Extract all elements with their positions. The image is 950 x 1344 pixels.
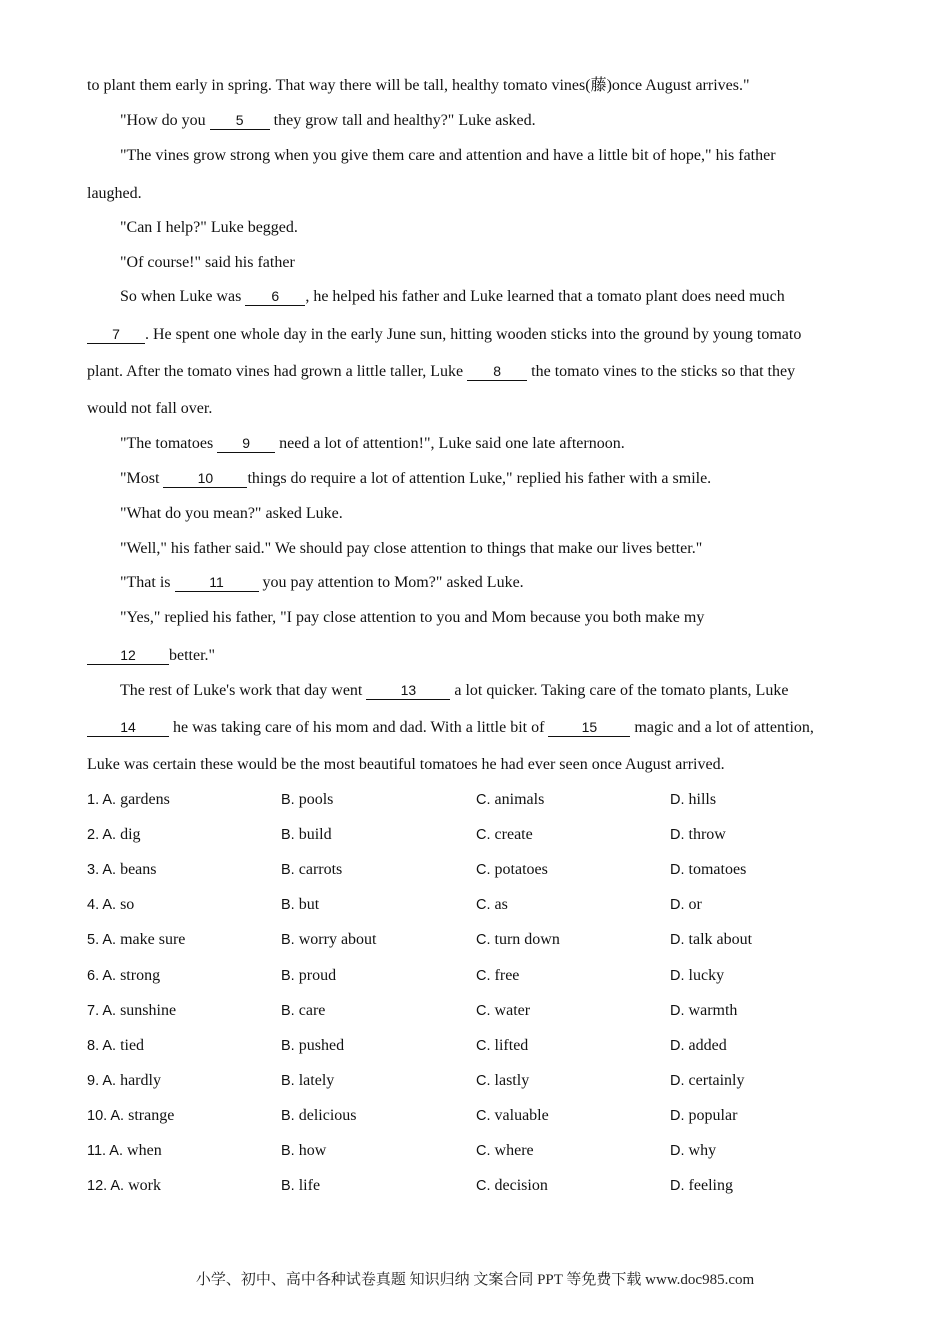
option-b[interactable] — [281, 1106, 357, 1126]
option-text: make sure — [120, 931, 186, 949]
passage-line-17 — [87, 646, 877, 666]
option-text: delicious — [298, 1106, 357, 1124]
option-label: D. — [670, 1037, 689, 1054]
option-label: B. — [281, 792, 299, 808]
option-row — [87, 1106, 867, 1126]
blank-15[interactable]: 15 — [548, 718, 630, 737]
text-segment: things do require a lot of attention Luke," replied his father with a smile. — [247, 470, 712, 487]
option-a[interactable] — [87, 860, 157, 880]
option-c[interactable] — [476, 1141, 534, 1161]
option-text: feeling — [688, 1177, 733, 1195]
passage-line-12 — [120, 469, 910, 489]
option-text: hills — [688, 791, 717, 808]
option-d[interactable] — [670, 1176, 733, 1196]
option-b[interactable] — [281, 860, 342, 880]
option-text: gardens — [120, 791, 170, 808]
option-label: D. — [670, 1107, 689, 1124]
option-text: water — [494, 1001, 531, 1019]
option-label: 7. A. — [87, 1002, 121, 1019]
option-text: worry about — [298, 931, 377, 949]
option-text: tied — [120, 1036, 145, 1054]
option-b[interactable] — [281, 790, 333, 810]
option-a[interactable] — [87, 790, 170, 810]
option-label: C. — [476, 897, 495, 914]
option-text: create — [494, 826, 533, 844]
passage-line-4: laughed. — [87, 185, 142, 202]
option-label: 4. A. — [87, 897, 121, 914]
option-text: lifted — [494, 1036, 529, 1054]
option-label: 1. A. — [87, 792, 121, 808]
option-text: why — [688, 1142, 717, 1159]
option-text: lucky — [688, 966, 725, 984]
option-text: popular — [688, 1106, 738, 1124]
passage-line-3: "The vines grow strong when you give them care and attention and have a little bit of hope," his father — [120, 147, 776, 164]
passage-line-11 — [120, 434, 910, 454]
option-label: D. — [670, 792, 689, 808]
option-d[interactable] — [670, 1106, 737, 1126]
option-label: 12. A. — [87, 1178, 129, 1195]
option-c[interactable] — [476, 825, 533, 845]
option-c[interactable] — [476, 1001, 530, 1021]
blank-11[interactable]: 11 — [175, 573, 259, 592]
option-text: throw — [688, 826, 726, 844]
text-segment: "The tomatoes — [120, 435, 218, 452]
option-text: turn down — [494, 931, 560, 949]
option-label: B. — [281, 1072, 299, 1089]
option-text: or — [688, 896, 702, 914]
option-text: proud — [298, 966, 337, 984]
option-label: 5. A. — [87, 932, 121, 949]
option-label: B. — [281, 967, 299, 984]
passage-line-19 — [87, 718, 877, 738]
option-b[interactable] — [281, 1141, 326, 1161]
option-label: 3. A. — [87, 862, 121, 879]
option-text: potatoes — [494, 861, 548, 879]
blank-9[interactable]: 9 — [217, 434, 275, 453]
option-b[interactable] — [281, 966, 336, 986]
option-a[interactable] — [87, 825, 141, 845]
option-row — [87, 1071, 867, 1091]
option-label: C. — [476, 1178, 495, 1195]
option-row — [87, 966, 867, 986]
option-d[interactable] — [670, 1036, 727, 1056]
passage-line-15 — [120, 573, 910, 593]
option-row — [87, 895, 867, 915]
text-segment: , he helped his father and Luke learned that a tomato plant does need much — [305, 288, 785, 305]
option-b[interactable] — [281, 1001, 325, 1021]
option-text: pools — [298, 791, 334, 808]
option-c[interactable] — [476, 930, 560, 950]
passage-line-10: would not fall over. — [87, 400, 213, 417]
option-text: care — [298, 1001, 326, 1019]
passage-line-14: "Well," his father said." We should pay close attention to things that make our lives better." — [120, 540, 703, 557]
blank-14[interactable]: 14 — [87, 718, 169, 737]
option-label: D. — [670, 862, 689, 879]
option-b[interactable] — [281, 1176, 320, 1196]
option-a[interactable] — [87, 1036, 144, 1056]
option-row — [87, 930, 867, 950]
text-segment: better." — [169, 647, 216, 664]
option-label: 9. A. — [87, 1072, 121, 1089]
option-label: C. — [476, 1002, 495, 1019]
option-c[interactable] — [476, 1106, 549, 1126]
option-text: beans — [120, 861, 157, 879]
option-text: where — [494, 1142, 534, 1159]
option-text: but — [298, 896, 320, 914]
passage-line-8 — [87, 325, 877, 345]
option-text: dig — [120, 826, 141, 844]
blank-12[interactable]: 12 — [87, 646, 169, 665]
option-d[interactable] — [670, 1071, 745, 1091]
option-label: C. — [476, 1037, 495, 1054]
option-d[interactable] — [670, 790, 716, 810]
option-label: B. — [281, 1037, 299, 1054]
option-label: B. — [281, 1107, 299, 1124]
option-label: B. — [281, 897, 299, 914]
option-label: 6. A. — [87, 967, 121, 984]
option-label: 11. A. — [87, 1143, 128, 1159]
text-segment: the tomato vines to the sticks so that they — [527, 363, 796, 380]
text-segment: "Most — [120, 470, 164, 487]
text-segment: The rest of Luke's work that day went — [120, 682, 367, 699]
option-b[interactable] — [281, 930, 377, 950]
passage-line-2 — [120, 111, 910, 131]
option-text: talk about — [688, 931, 753, 949]
option-text: strong — [120, 966, 161, 984]
option-label: 2. A. — [87, 827, 121, 844]
option-text: sunshine — [120, 1001, 177, 1019]
option-text: lately — [298, 1071, 335, 1089]
blank-13[interactable]: 13 — [366, 681, 450, 700]
option-d[interactable] — [670, 825, 726, 845]
passage-line-20: Luke was certain these would be the most beautiful tomatoes he had ever seen once August arrived. — [87, 756, 725, 773]
option-b[interactable] — [281, 895, 319, 915]
option-text: lastly — [494, 1071, 530, 1089]
blank-7[interactable]: 7 — [87, 325, 145, 344]
option-row — [87, 860, 867, 880]
text-segment: a lot quicker. Taking care of the tomato plants, Luke — [450, 682, 789, 699]
option-c[interactable] — [476, 1071, 529, 1091]
option-row — [87, 790, 867, 810]
option-c[interactable] — [476, 895, 508, 915]
option-text: tomatoes — [688, 861, 747, 879]
option-row — [87, 825, 867, 845]
text-segment: he was taking care of his mom and dad. With a little bit of — [169, 719, 549, 736]
passage-line-9 — [87, 362, 877, 382]
option-text: pushed — [298, 1036, 345, 1054]
option-d[interactable] — [670, 1141, 716, 1161]
option-label: B. — [281, 827, 299, 844]
text-segment: plant. After the tomato vines had grown a little taller, Luke — [87, 363, 468, 380]
passage-line-13: "What do you mean?" asked Luke. — [120, 505, 343, 522]
option-label: D. — [670, 1072, 689, 1089]
option-label: D. — [670, 1143, 689, 1159]
text-segment: they grow tall and healthy?" Luke asked. — [269, 112, 536, 129]
option-a[interactable] — [87, 1176, 161, 1196]
option-text: work — [128, 1177, 162, 1195]
page-footer: 小学、初中、高中各种试卷真题 知识归纳 文案合同 PPT 等免费下载 www.doc985.com — [195, 1272, 755, 1288]
option-label: D. — [670, 897, 689, 914]
option-a[interactable] — [87, 1001, 176, 1021]
blank-10[interactable]: 10 — [163, 469, 247, 488]
option-a[interactable] — [87, 966, 160, 986]
option-row — [87, 1036, 867, 1056]
option-a[interactable] — [87, 930, 185, 950]
option-d[interactable] — [670, 860, 746, 880]
option-label: B. — [281, 1178, 299, 1195]
option-row — [87, 1001, 867, 1021]
option-c[interactable] — [476, 790, 544, 810]
text-segment: "How do you — [120, 112, 210, 129]
option-label: B. — [281, 932, 299, 949]
option-label: C. — [476, 1107, 495, 1124]
option-label: D. — [670, 1002, 689, 1019]
option-a[interactable] — [87, 895, 134, 915]
option-text: when — [127, 1142, 162, 1159]
option-label: 10. A. — [87, 1107, 129, 1124]
text-segment: "That is — [120, 574, 175, 591]
option-b[interactable] — [281, 825, 332, 845]
passage-line-6: "Of course!" said his father — [120, 254, 295, 271]
option-label: B. — [281, 862, 299, 879]
option-row — [87, 1141, 867, 1161]
passage-line-7 — [120, 287, 910, 307]
option-text: as — [494, 896, 508, 914]
blank-5[interactable]: 5 — [210, 111, 270, 130]
option-text: decision — [494, 1177, 548, 1195]
option-a[interactable] — [87, 1106, 174, 1126]
option-label: C. — [476, 827, 495, 844]
option-text: life — [298, 1177, 321, 1195]
option-label: D. — [670, 932, 689, 949]
option-text: build — [298, 826, 332, 844]
option-d[interactable] — [670, 966, 724, 986]
text-segment: you pay attention to Mom?" asked Luke. — [258, 574, 524, 591]
passage-line-18 — [120, 681, 910, 701]
option-d[interactable] — [670, 895, 702, 915]
blank-6[interactable]: 6 — [245, 287, 305, 306]
option-label: D. — [670, 1178, 689, 1195]
option-text: hardly — [120, 1071, 161, 1089]
option-label: C. — [476, 1143, 495, 1159]
option-label: D. — [670, 967, 689, 984]
passage-line-5: "Can I help?" Luke begged. — [120, 219, 298, 236]
option-c[interactable] — [476, 1176, 548, 1196]
option-a[interactable] — [87, 1071, 161, 1091]
option-label: 8. A. — [87, 1037, 121, 1054]
option-b[interactable] — [281, 1036, 344, 1056]
option-label: C. — [476, 1072, 495, 1089]
option-label: C. — [476, 792, 495, 808]
option-label: C. — [476, 862, 495, 879]
option-text: added — [688, 1036, 727, 1054]
option-d[interactable] — [670, 1001, 737, 1021]
option-c[interactable] — [476, 966, 519, 986]
option-label: B. — [281, 1002, 299, 1019]
text-segment: So when Luke was — [120, 288, 246, 305]
passage-line-16: "Yes," replied his father, "I pay close attention to you and Mom because you both make my — [120, 609, 705, 626]
option-text: free — [494, 966, 520, 984]
option-label: C. — [476, 967, 495, 984]
option-text: animals — [494, 791, 545, 808]
option-text: valuable — [494, 1106, 549, 1124]
option-label: C. — [476, 932, 495, 949]
option-text: how — [298, 1142, 327, 1159]
option-a[interactable] — [87, 1141, 162, 1161]
option-b[interactable] — [281, 1071, 334, 1091]
option-row — [87, 1176, 867, 1196]
option-text: carrots — [298, 861, 343, 879]
option-text: warmth — [688, 1001, 738, 1019]
option-c[interactable] — [476, 1036, 528, 1056]
passage-line-1: to plant them early in spring. That way there will be tall, healthy tomato vines(藤)once August arrives." — [87, 77, 750, 94]
option-d[interactable] — [670, 930, 752, 950]
option-label: B. — [281, 1143, 299, 1159]
option-text: strange — [128, 1106, 175, 1124]
blank-8[interactable]: 8 — [467, 362, 527, 381]
text-segment: need a lot of attention!", Luke said one late afternoon. — [275, 435, 625, 452]
option-text: certainly — [688, 1071, 745, 1089]
option-text: so — [120, 896, 135, 914]
text-segment: . He spent one whole day in the early June sun, hitting wooden sticks into the ground by young tomato — [145, 326, 802, 343]
option-c[interactable] — [476, 860, 548, 880]
text-segment: magic and a lot of attention, — [630, 719, 814, 736]
option-label: D. — [670, 827, 689, 844]
